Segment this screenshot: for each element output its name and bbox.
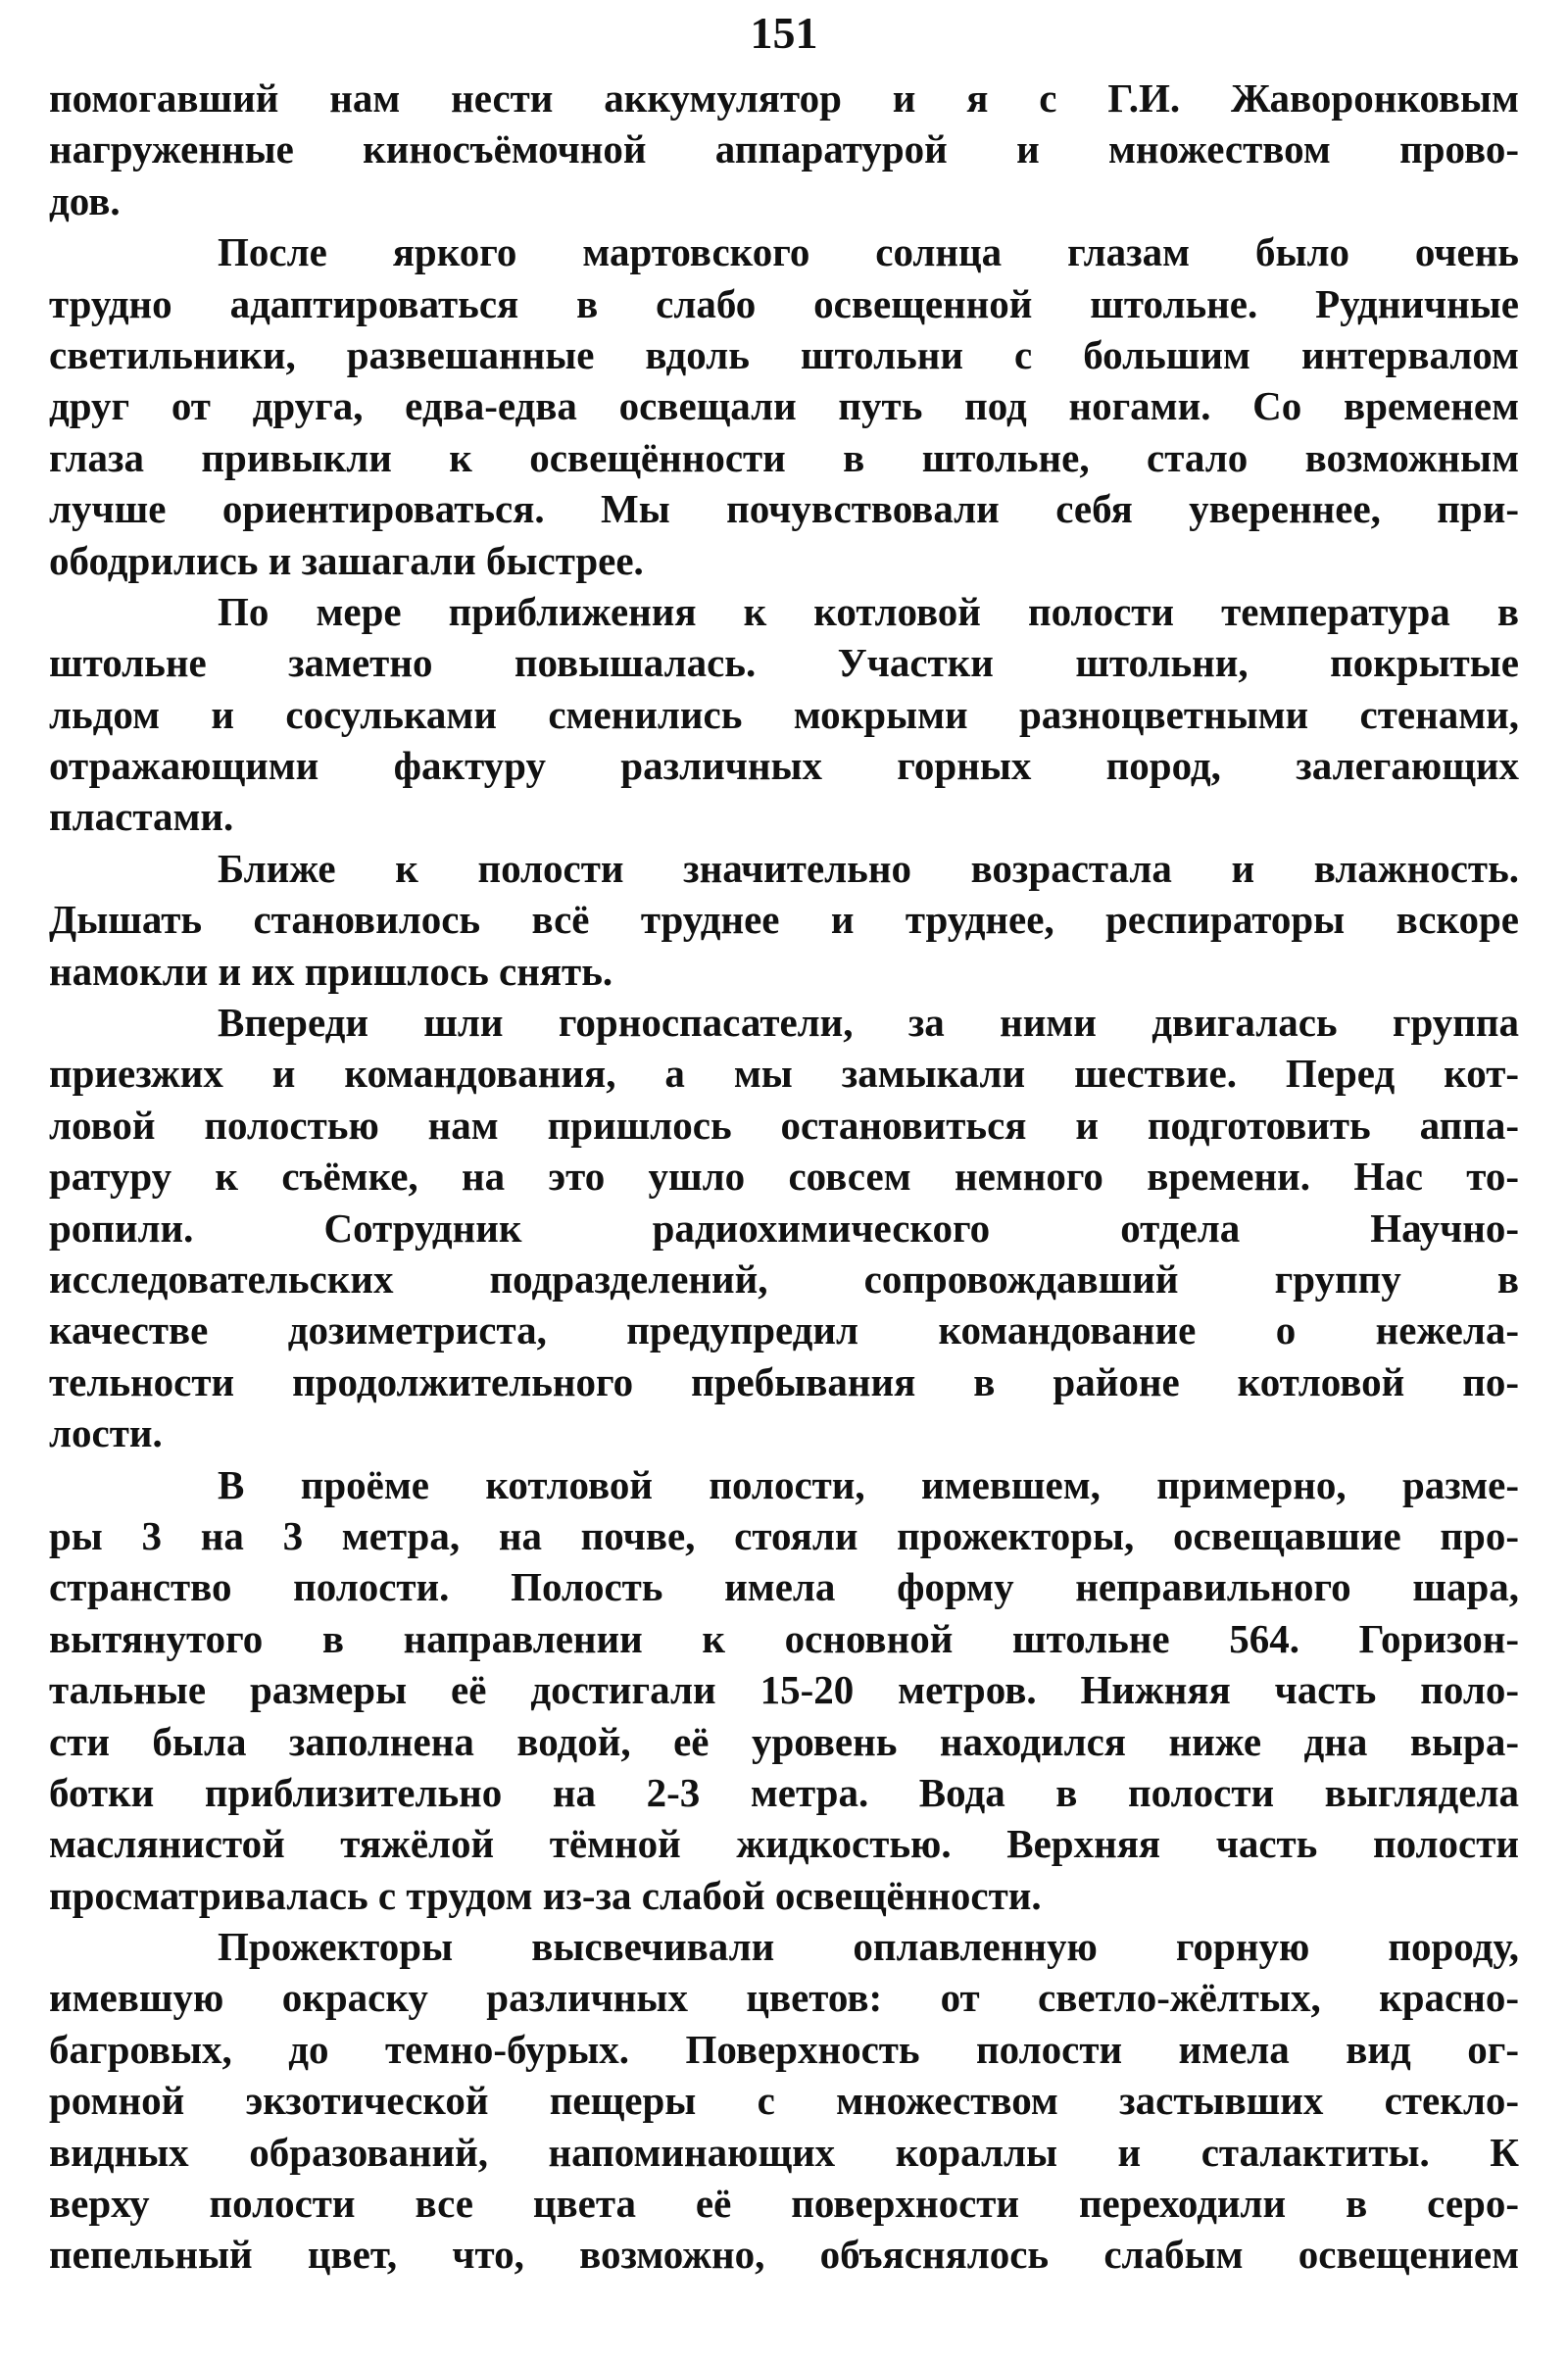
paragraph [49, 1459, 1519, 1922]
text-line: лости. [49, 1410, 163, 1456]
text-line: ратуру к съёмке, на это ушло совсем немного времени. Нас то- [49, 1154, 1519, 1200]
text-line: Ближе к полости значительно возрастала и влажность. [218, 845, 1519, 891]
text-line: Впереди шли горноспасатели, за ними двигалась группа [218, 1000, 1519, 1046]
paragraph [49, 586, 1519, 843]
text-line: друг от друга, едва-едва освещали путь под ногами. Со временем [49, 383, 1519, 429]
text-line: ропили. Сотрудник радиохимического отдела Научно- [49, 1205, 1519, 1251]
paragraph [49, 843, 1519, 997]
page-number: 151 [750, 8, 818, 58]
text-line: тельности продолжительного пребывания в районе котловой по- [49, 1358, 1519, 1404]
text-line: багровых, до темно-бурых. Поверхность полости имела вид ог- [49, 2026, 1519, 2072]
text-line: вытянутого в направлении к основной штольне 564. Горизон- [49, 1615, 1519, 1661]
text-line: пластами. [49, 794, 234, 840]
text-line: светильники, развешанные вдоль штольни с большим интервалом [49, 331, 1519, 377]
body-text [49, 73, 1519, 2281]
text-line: тальные размеры её достигали 15-20 метров. Нижняя часть поло- [49, 1667, 1519, 1713]
paragraph [49, 73, 1519, 226]
text-line: странство полости. Полость имела форму неправильного шара, [49, 1564, 1519, 1610]
text-line: штольне заметно повышалась. Участки штольни, покрытые [49, 640, 1519, 686]
text-line: По мере приближения к котловой полости температура в [218, 588, 1519, 634]
text-line: Прожекторы высвечивали оплавленную горную породу, [218, 1924, 1519, 1970]
text-line: ободрились и зашагали быстрее. [49, 537, 644, 583]
text-line: исследовательских подразделений, сопровождавший группу в [49, 1255, 1519, 1302]
text-line: имевшую окраску различных цветов: от светло-жёлтых, красно- [49, 1975, 1519, 2021]
text-line: приезжих и командования, а мы замыкали шествие. Перед кот- [49, 1051, 1519, 1097]
text-line: качестве дозиметриста, предупредил командование о нежела- [49, 1307, 1519, 1353]
text-line: верху полости все цвета её поверхности переходили в серо- [49, 2181, 1519, 2227]
text-line: дов. [49, 177, 121, 223]
text-line: намокли и их пришлось снять. [49, 948, 613, 994]
text-line: отражающими фактуру различных горных пород, залегающих [49, 743, 1519, 789]
paragraph [49, 226, 1519, 586]
text-line: нагруженные киносъёмочной аппаратурой и множеством прово- [49, 126, 1519, 172]
text-line: видных образований, напоминающих кораллы и сталактиты. К [49, 2129, 1519, 2175]
text-line: маслянистой тяжёлой тёмной жидкостью. Верхняя часть полости [49, 1821, 1519, 1867]
text-line: ботки приблизительно на 2-3 метра. Вода в полости выглядела [49, 1769, 1519, 1815]
text-line: сти была заполнена водой, её уровень находился ниже дна выра- [49, 1718, 1519, 1764]
text-line: Дышать становилось всё труднее и труднее, респираторы вскоре [49, 897, 1519, 943]
text-line: ры 3 на 3 метра, на почве, стояли прожекторы, освещавшие про- [49, 1512, 1519, 1558]
text-line: лучше ориентироваться. Мы почувствовали себя увереннее, при- [49, 486, 1519, 532]
text-line: ромной экзотической пещеры с множеством застывших стекло- [49, 2078, 1519, 2124]
text-line: В проёме котловой полости, имевшем, примерно, разме- [218, 1461, 1519, 1507]
text-line: ловой полостью нам пришлось остановиться и подготовить аппа- [49, 1102, 1519, 1148]
text-line: После яркого мартовского солнца глазам было очень [218, 229, 1519, 275]
paragraph [49, 997, 1519, 1459]
text-line: глаза привыкли к освещённости в штольне, стало возможным [49, 434, 1519, 480]
text-line: льдом и сосульками сменились мокрыми разноцветными стенами, [49, 691, 1519, 737]
text-line: трудно адаптироваться в слабо освещенной штольне. Рудничные [49, 280, 1519, 326]
text-line: просматривалась с трудом из-за слабой освещённости. [49, 1872, 1042, 1918]
text-line: помогавший нам нести аккумулятор и я с Г.И. Жаворонковым [49, 75, 1519, 121]
text-line: пепельный цвет, что, возможно, объяснялось слабым освещением [49, 2232, 1519, 2278]
paragraph [49, 1921, 1519, 2281]
